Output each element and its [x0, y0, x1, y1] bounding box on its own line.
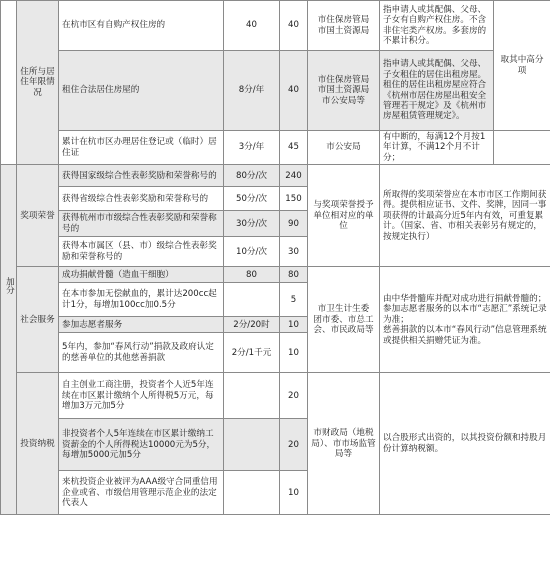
max-cell: 10	[280, 471, 308, 515]
dept-cell: 市公安局	[308, 131, 380, 165]
score-cell: 80分/次	[224, 165, 280, 187]
max-cell: 40	[280, 1, 308, 51]
score-cell: 3分/年	[224, 131, 280, 165]
dept-cell: 与奖项荣誉授予单位相对应的单位	[308, 165, 380, 267]
score-cell	[224, 373, 280, 419]
score-cell	[224, 419, 280, 471]
max-cell: 20	[280, 419, 308, 471]
max-cell: 30	[280, 237, 308, 267]
table-row	[1, 165, 550, 187]
blank-cell	[1, 1, 17, 165]
max-cell: 10	[280, 317, 308, 333]
category-cell: 投资纳税	[17, 373, 59, 515]
note-cell: 所取得的奖项荣誉应在本市市区工作期间获得。提供相应证书、文件、奖牌，因同一事项获得的计最高分近5年内有效，可重复累计。（国家、省、市相关表彰另有规定的，按规定执行）	[380, 165, 550, 267]
max-cell: 150	[280, 187, 308, 211]
item-cell: 获得国家级综合性表彰奖励和荣誉称号的	[59, 165, 224, 187]
score-cell: 10分/次	[224, 237, 280, 267]
category-cell: 住所与居住年限情况	[17, 1, 59, 165]
max-cell: 90	[280, 211, 308, 237]
max-cell: 80	[280, 267, 308, 283]
max-cell: 5	[280, 283, 308, 317]
item-cell: 获得本市属区（县、市）级综合性表彰奖励和荣誉称号的	[59, 237, 224, 267]
item-cell: 5年内，参加“春风行动”捐款及政府认定的慈善单位的其他慈善捐款	[59, 333, 224, 373]
category-cell: 奖项荣誉	[17, 165, 59, 267]
category-cell: 社会服务	[17, 267, 59, 373]
table-row	[1, 51, 550, 131]
max-cell: 20	[280, 373, 308, 419]
item-cell: 累计在杭市区办理居住登记或（临时）居住证	[59, 131, 224, 165]
score-cell: 30分/次	[224, 211, 280, 237]
score-cell: 2分/20时	[224, 317, 280, 333]
score-cell: 40	[224, 1, 280, 51]
item-cell: 在杭市区有自购产权住房的	[59, 1, 224, 51]
table-row	[1, 131, 550, 165]
item-cell: 参加志愿者服务	[59, 317, 224, 333]
note-cell: 指申请人或其配偶、父母、子女有自购产权住房。不含非住宅类产权房。多套房的不累计积分。	[380, 1, 494, 51]
score-cell	[224, 471, 280, 515]
item-cell: 获得杭州市市级综合性表彰奖励和荣誉称号的	[59, 211, 224, 237]
score-cell: 2分/1千元	[224, 333, 280, 373]
item-cell: 自主创业工商注册，投资者个人近5年连续在市区累计缴纳个人所得税5万元，每增加3万元加5分	[59, 373, 224, 419]
dept-cell: 市财政局（地税局）、市市场监管局等	[308, 373, 380, 515]
table-row	[1, 267, 550, 283]
score-cell: 8分/年	[224, 51, 280, 131]
max-cell: 45	[280, 131, 308, 165]
score-cell: 80	[224, 267, 280, 283]
dept-cell: 市卫生计生委 团市委、市总工会、市民政局等	[308, 267, 380, 373]
max-cell: 240	[280, 165, 308, 187]
max-cell: 40	[280, 51, 308, 131]
item-cell: 租住合法居住房屋的	[59, 51, 224, 131]
table-row	[1, 373, 550, 419]
note-cell: 指申请人或其配偶、父母、子女租住的居住出租房屋。租住的居住出租房屋应符合《杭州市居住房屋出租安全管理若干规定》及《杭州市房屋租赁管理规定》。	[380, 51, 494, 131]
max-cell: 10	[280, 333, 308, 373]
item-cell: 在本市参加无偿献血的，累计达200cc起计1分，每增加100cc加0.5分	[59, 283, 224, 317]
bonus-cell: 加分	[1, 165, 17, 515]
score-cell: 50分/次	[224, 187, 280, 211]
dept-cell: 市住保房管局 市国土资源局 市公安局等	[308, 51, 380, 131]
note-cell: 以合股形式出资的，以其投资份额和持股月份计算纳税额。	[380, 373, 550, 515]
table-row	[1, 1, 550, 51]
dept-cell: 市住保房管局 市国土资源局	[308, 1, 380, 51]
item-cell: 成功捐献骨髓（造血干细胞）	[59, 267, 224, 283]
item-cell: 来杭投资企业被评为AAA级守合同重信用企业或省、市级信用管理示范企业的法定代表人	[59, 471, 224, 515]
item-cell: 获得省级综合性表彰奖励和荣誉称号的	[59, 187, 224, 211]
item-cell: 非投资者个人5年连续在市区累计缴纳工资薪金的个人所得税达10000元为5分，每增加5000元加5分	[59, 419, 224, 471]
tag-cell: 取其中高分项	[494, 1, 550, 131]
blank-cell	[494, 131, 550, 165]
note-cell: 由中华骨髓库并配对成功进行捐献骨髓的； 参加志愿者服务的以本市“志愿汇”系统记录为准； 慈善捐款的以本市“春风行动”信息管理系统或提供相关捐赠凭证为准。	[380, 267, 550, 373]
note-cell: 有中断的，每满12个月按1年计算，不满12个月不计分；	[380, 131, 494, 165]
score-cell	[224, 283, 280, 317]
